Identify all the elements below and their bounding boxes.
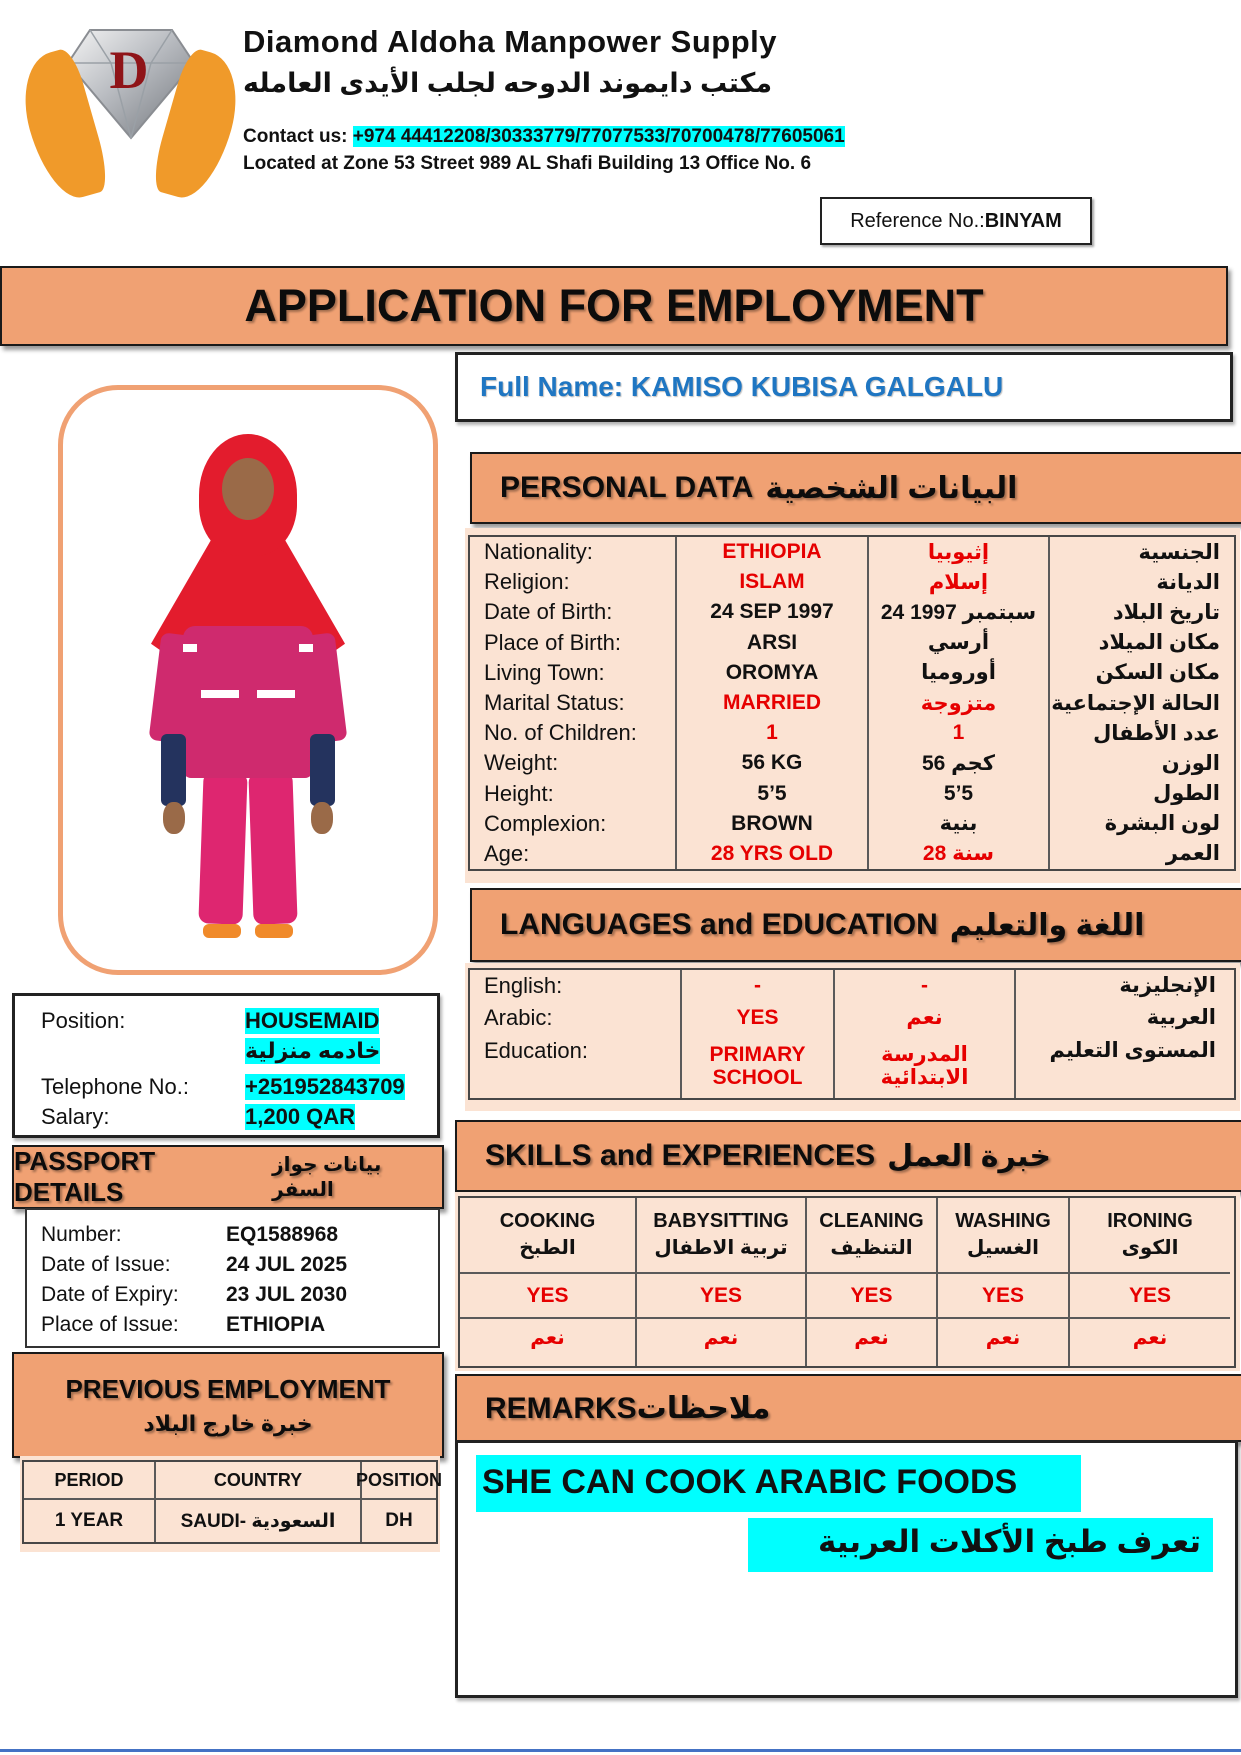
skill-naam: نعم — [938, 1317, 1068, 1366]
skill-yes: YES — [637, 1272, 805, 1317]
skill-column-header — [807, 1198, 936, 1272]
pd-label: Place of Birth: — [484, 629, 621, 655]
passport-header — [12, 1145, 444, 1209]
lang-value: YES — [736, 1006, 779, 1030]
skill-yes: YES — [807, 1272, 936, 1317]
lang-label-ar: المستوى التعليم — [1049, 1038, 1216, 1062]
full-name-value: KAMISO KUBISA GALGALU — [630, 371, 1004, 402]
pd-value-ar: بنية — [939, 812, 978, 836]
position-box — [12, 993, 440, 1138]
passport-label: Place of Issue: — [41, 1313, 179, 1336]
skills-header — [455, 1120, 1241, 1192]
remarks-header: REMARKSملاحظات — [455, 1374, 1241, 1442]
company-header — [243, 24, 1103, 175]
skill-yes: YES — [1070, 1272, 1230, 1317]
forearm-shape — [310, 734, 335, 806]
skill-name-en: WASHING — [955, 1210, 1051, 1233]
pd-value: MARRIED — [723, 691, 821, 715]
contact-label: Contact us: — [243, 126, 353, 147]
company-name-arabic: مكتب دايموند الدوحه لجلب الأيدى العامله — [243, 68, 773, 98]
languages-heading-ar: اللغة والتعليم — [949, 908, 1145, 942]
skill-name-en: COOKING — [499, 1210, 596, 1233]
skill-column-header — [938, 1198, 1068, 1272]
pd-label: Date of Birth: — [484, 599, 613, 625]
prev-cell: 1 YEAR — [24, 1498, 154, 1542]
personal-data-table — [468, 535, 1236, 871]
pd-label-ar: مكان السكن — [1095, 661, 1220, 685]
pd-label: Age: — [484, 840, 530, 866]
passport-label: Date of Issue: — [41, 1253, 171, 1276]
page-title: APPLICATION FOR EMPLOYMENT — [0, 266, 1228, 346]
pd-value: OROMYA — [725, 660, 819, 684]
languages-heading-en: LANGUAGES and EDUCATION — [500, 908, 938, 941]
personal-data-heading-ar: البيانات الشخصية — [765, 471, 1018, 505]
skill-name-ar: الغسيل — [966, 1237, 1040, 1260]
pd-value: 1 — [766, 721, 778, 745]
lang-label-ar: الإنجليزية — [1119, 974, 1216, 998]
salary-value: 1,200 QAR — [245, 1104, 356, 1129]
svg-text:D: D — [109, 40, 149, 100]
pd-label: Marital Status: — [484, 690, 625, 716]
pd-value-ar: 1 — [952, 721, 965, 745]
pd-value: ETHIOPIA — [722, 540, 822, 564]
passport-label: Number: — [41, 1223, 122, 1246]
passport-heading-en: PASSPORT DETAILS — [14, 1146, 156, 1207]
lang-label: Arabic: — [484, 1004, 553, 1030]
reference-value: BINYAM — [984, 209, 1062, 232]
position-value: HOUSEMAID — [245, 1008, 380, 1033]
address-line: Located at Zone 53 Street 989 AL Shafi Building 13 Office No. 6 — [243, 153, 812, 174]
pd-value-ar: متزوجة — [920, 691, 997, 715]
skills-heading-en: SKILLS and EXPERIENCES — [485, 1139, 876, 1172]
skills-heading-ar: خبرة العمل — [887, 1139, 1052, 1173]
pd-value-ar: 5’5 — [943, 781, 974, 805]
skill-naam: نعم — [637, 1317, 805, 1366]
skill-name-en: CLEANING — [819, 1210, 924, 1233]
pd-label-ar: العمر — [1165, 842, 1220, 866]
pd-label: Religion: — [484, 569, 570, 595]
skill-name-ar: الطبخ — [519, 1237, 576, 1260]
personal-data-header — [470, 452, 1241, 524]
reference-box — [820, 197, 1092, 245]
pd-value-ar: كجم 56 — [921, 751, 995, 775]
leg-shape — [248, 771, 297, 924]
pd-label-ar: عدد الأطفال — [1093, 721, 1220, 745]
lang-value-ar: نعم — [906, 1006, 943, 1030]
telephone-value: +251952843709 — [245, 1074, 405, 1099]
pd-value: ISLAM — [739, 570, 805, 594]
personal-data-heading-en: PERSONAL DATA — [500, 471, 754, 504]
lang-value-ar: - — [921, 974, 928, 998]
skill-name-ar: الكوى — [1121, 1237, 1179, 1260]
pd-label: No. of Children: — [484, 720, 637, 746]
remark-text-en: SHE CAN COOK ARABIC FOODS — [476, 1455, 1081, 1512]
languages-header — [470, 888, 1241, 962]
salary-label: Salary: — [41, 1104, 110, 1129]
skill-yes: YES — [460, 1272, 635, 1317]
pd-label: Height: — [484, 780, 554, 806]
pd-label-ar: تاريخ البلاد — [1112, 600, 1220, 624]
full-name-label: Full Name: — [480, 371, 624, 402]
pd-value: 5’5 — [757, 781, 787, 805]
pd-value-ar: إسلام — [928, 570, 989, 594]
pd-value-ar: إثيوبيا — [927, 540, 990, 564]
face-shape — [222, 458, 274, 520]
photo-frame — [58, 385, 438, 975]
reference-label: Reference No.: — [850, 209, 985, 232]
passport-heading-ar: بيانات جواز السفر — [272, 1154, 382, 1201]
lang-label-ar: العربية — [1146, 1006, 1216, 1030]
passport-value: EQ1588968 — [226, 1223, 339, 1246]
lang-value-ar: المدرسة الابتدائية — [880, 1042, 969, 1089]
page-bottom-rule — [0, 1749, 1241, 1752]
passport-box — [25, 1208, 440, 1348]
remark-text-ar: تعرف طبخ الأكلات العربية — [748, 1518, 1213, 1572]
pd-label: Living Town: — [484, 659, 605, 685]
pd-value: BROWN — [731, 811, 813, 835]
pd-value: 28 YRS OLD — [710, 841, 834, 865]
pd-label-ar: الوزن — [1161, 751, 1220, 775]
skill-column-header — [1070, 1198, 1230, 1272]
sandal-shape — [255, 924, 293, 938]
prev-column-header: PERIOD — [54, 1469, 124, 1490]
skill-naam: نعم — [1070, 1317, 1230, 1366]
pd-label-ar: الديانة — [1156, 570, 1220, 594]
position-label: Position: — [41, 1008, 126, 1033]
pd-label-ar: الطول — [1153, 782, 1220, 806]
pd-value: 24 SEP 1997 — [710, 600, 834, 624]
skills-table — [458, 1196, 1236, 1368]
pd-value-ar: سبتمبر 1997 24 — [880, 600, 1037, 624]
company-name: Diamond Aldoha Manpower Supply — [243, 24, 777, 59]
contact-numbers: +974 44412208/30333779/77077533/70700478/77605061 — [352, 126, 845, 147]
skill-name-ar: التنظيف — [830, 1237, 913, 1260]
prev-column-header: COUNTRY — [213, 1469, 303, 1490]
company-logo — [28, 20, 233, 202]
hand-shape — [311, 802, 333, 834]
skill-name-en: IRONING — [1107, 1210, 1193, 1233]
pd-value-ar: سنة 28 — [922, 842, 995, 866]
pd-value: 56 KG — [741, 751, 803, 775]
skill-naam: نعم — [460, 1317, 635, 1366]
pd-label-ar: الجنسية — [1138, 540, 1220, 564]
prev-cell: DH — [362, 1498, 436, 1542]
pd-value: ARSI — [746, 630, 798, 654]
pd-label-ar: مكان الميلاد — [1098, 631, 1220, 655]
languages-table — [468, 968, 1236, 1100]
candidate-photo — [133, 434, 363, 959]
pd-value-ar: أرسي — [927, 631, 990, 655]
skill-name-ar: تربية الاطفال — [654, 1237, 788, 1260]
skill-naam: نعم — [807, 1317, 936, 1366]
lang-value: - — [754, 974, 761, 998]
remarks-box — [455, 1440, 1238, 1698]
pd-value-ar: أوروميا — [921, 661, 996, 685]
position-value-arabic: خادمه منزلية — [245, 1038, 381, 1063]
passport-value: ETHIOPIA — [226, 1313, 326, 1336]
pd-label-ar: الحالة الإجتماعية — [1051, 691, 1220, 715]
lang-label: English: — [484, 972, 563, 998]
sandal-shape — [203, 924, 241, 938]
hand-shape — [163, 802, 185, 834]
pd-label: Complexion: — [484, 810, 607, 836]
lang-label: Education: — [484, 1037, 588, 1063]
skill-column-header — [637, 1198, 805, 1272]
pd-label: Nationality: — [484, 539, 593, 565]
pd-label-ar: لون البشرة — [1104, 812, 1220, 836]
forearm-shape — [161, 734, 186, 806]
previous-employment-heading-en: PREVIOUS EMPLOYMENT — [65, 1373, 391, 1404]
passport-value: 24 JUL 2025 — [226, 1253, 348, 1276]
tunic-shape — [183, 626, 313, 778]
previous-employment-table — [22, 1460, 443, 1544]
skill-column-header — [460, 1198, 635, 1272]
skill-yes: YES — [938, 1272, 1068, 1317]
passport-value: 23 JUL 2030 — [226, 1283, 348, 1306]
prev-cell: SAUDI- السعودية — [156, 1498, 360, 1542]
previous-employment-heading-ar: خبرة خارج البلاد — [143, 1410, 313, 1436]
lang-value: PRIMARY SCHOOL — [709, 1042, 806, 1089]
prev-column-header: POSITION — [356, 1469, 443, 1490]
full-name-box — [455, 352, 1233, 422]
pd-label: Weight: — [484, 750, 559, 776]
telephone-label: Telephone No.: — [41, 1074, 189, 1099]
leg-shape — [198, 771, 247, 924]
passport-label: Date of Expiry: — [41, 1283, 179, 1306]
contact-line — [243, 126, 1103, 148]
skill-name-en: BABYSITTING — [653, 1210, 789, 1233]
previous-employment-header — [12, 1352, 444, 1458]
